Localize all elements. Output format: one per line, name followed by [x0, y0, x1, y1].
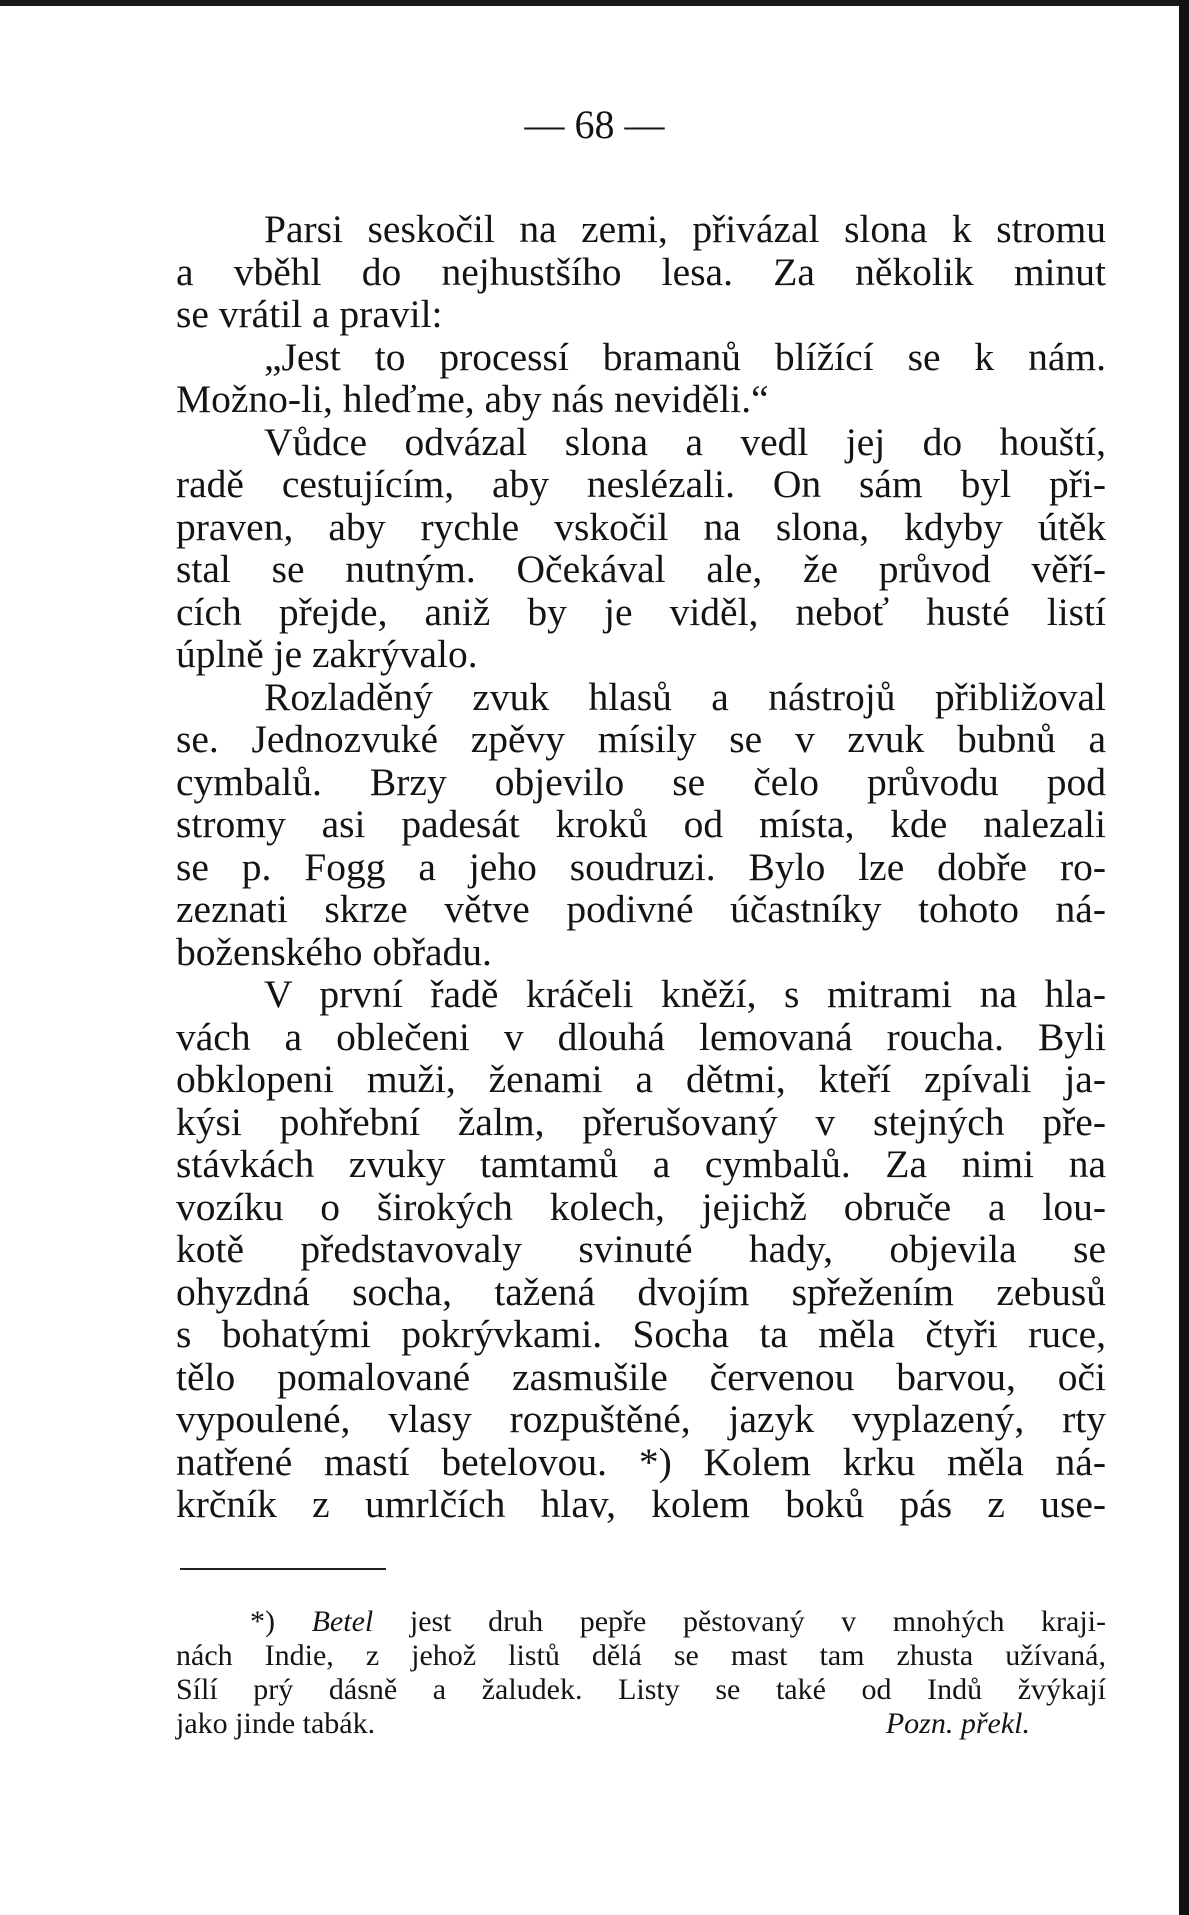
text-line: kýsi pohřební žalm, přerušovaný v stejných pře- — [176, 1099, 1106, 1144]
text-line: tělo pomalované zasmušile červenou barvou, oči — [176, 1354, 1106, 1399]
text-line: a vběhl do nejhustšího lesa. Za několik minut — [176, 249, 1106, 294]
text-line: krčník z umrlčích hlav, kolem boků pás z use- — [176, 1482, 1106, 1526]
text-line: vypoulené, vlasy rozpuštěné, jazyk vyplazený, rty — [176, 1397, 1106, 1441]
text-line: stromy asi padesát kroků od místa, kde nalezali — [176, 802, 1106, 846]
text-line: Parsi seskočil na zemi, přivázal slona k stromu — [264, 207, 1106, 251]
text-line: ohyzdná socha, tažená dvojím spřežením zebusů — [176, 1269, 1106, 1314]
text-line: praven, aby rychle vskočil na slona, kdyby útěk — [176, 504, 1106, 549]
footnote-line — [176, 1605, 1106, 1639]
text-line: boženského obřadu. — [176, 929, 492, 974]
footnote — [176, 1605, 1106, 1741]
text-line: radě cestujícím, aby neslézali. On sám byl při- — [176, 462, 1106, 506]
footnote-rule — [180, 1568, 386, 1570]
text-line: se. Jednozvuké zpěvy mísily se v zvuk bubnů a — [176, 717, 1106, 761]
text-line: vozíku o širokých kolech, jejichž obruče a lou- — [176, 1184, 1106, 1229]
text-line: obklopeni muži, ženami a dětmi, kteří zpívali ja- — [176, 1057, 1106, 1101]
text-line: se p. Fogg a jeho soudruzi. Bylo lze dobře ro- — [176, 844, 1106, 889]
text-line: úplně je zakrývalo. — [176, 632, 478, 676]
text-line: Vůdce odvázal slona a vedl jej do houští, — [264, 419, 1106, 464]
body-text — [176, 208, 1106, 1526]
text-line: vách a oblečeni v dlouhá lemovaná roucha. Byli — [176, 1014, 1106, 1059]
text-line: cymbalů. Brzy objevilo se čelo průvodu pod — [176, 759, 1106, 804]
text-line: „Jest to processí bramanů blížící se k nám. — [264, 334, 1106, 379]
text-line: kotě představovaly svinuté hady, objevila se — [176, 1227, 1106, 1271]
page-right-edge — [1179, 0, 1189, 1915]
text-line: Rozladěný zvuk hlasů a nástrojů přibližoval — [264, 674, 1106, 719]
page-number: — 68 — — [524, 102, 665, 147]
footnote-marker: *) — [250, 1605, 275, 1638]
text-line: Možno-li, hleďme, aby nás neviděli.“ — [176, 377, 769, 421]
text-line: se vrátil a pravil: — [176, 292, 443, 336]
text-line: stávkách zvuky tamtamů a cymbalů. Za nimi na — [176, 1142, 1106, 1186]
text-line: natřené mastí betelovou. *) Kolem krku měla ná- — [176, 1439, 1106, 1484]
footnote-line: Sílí prý dásně a žaludek. Listy se také od Indů žvýkají — [176, 1673, 1106, 1706]
text-line: s bohatými pokrývkami. Socha ta měla čtyři ruce, — [176, 1312, 1106, 1356]
footnote-line1-text: jest druh pepře pěstovaný v mnohých kraji- — [409, 1605, 1107, 1638]
footnote-line: nách Indie, z jehož listů dělá se mast tam zhusta užívaná, — [176, 1639, 1106, 1672]
text-line: V první řadě kráčeli kněží, s mitrami na hla- — [264, 972, 1106, 1016]
text-line: cích přejde, aniž by je viděl, neboť husté listí — [176, 589, 1106, 634]
footnote-term: Betel — [311, 1605, 374, 1638]
text-line: stal se nutným. Očekával ale, že průvod věří- — [176, 547, 1106, 591]
text-line: zeznati skrze větve podivné účastníky tohoto ná- — [176, 887, 1106, 931]
page-top-edge — [0, 0, 1189, 6]
footnote-line — [176, 1707, 1106, 1741]
footnote-signature: Pozn. překl. — [885, 1707, 1030, 1740]
footnote-line4-text: jako jinde tabák. — [176, 1707, 376, 1740]
